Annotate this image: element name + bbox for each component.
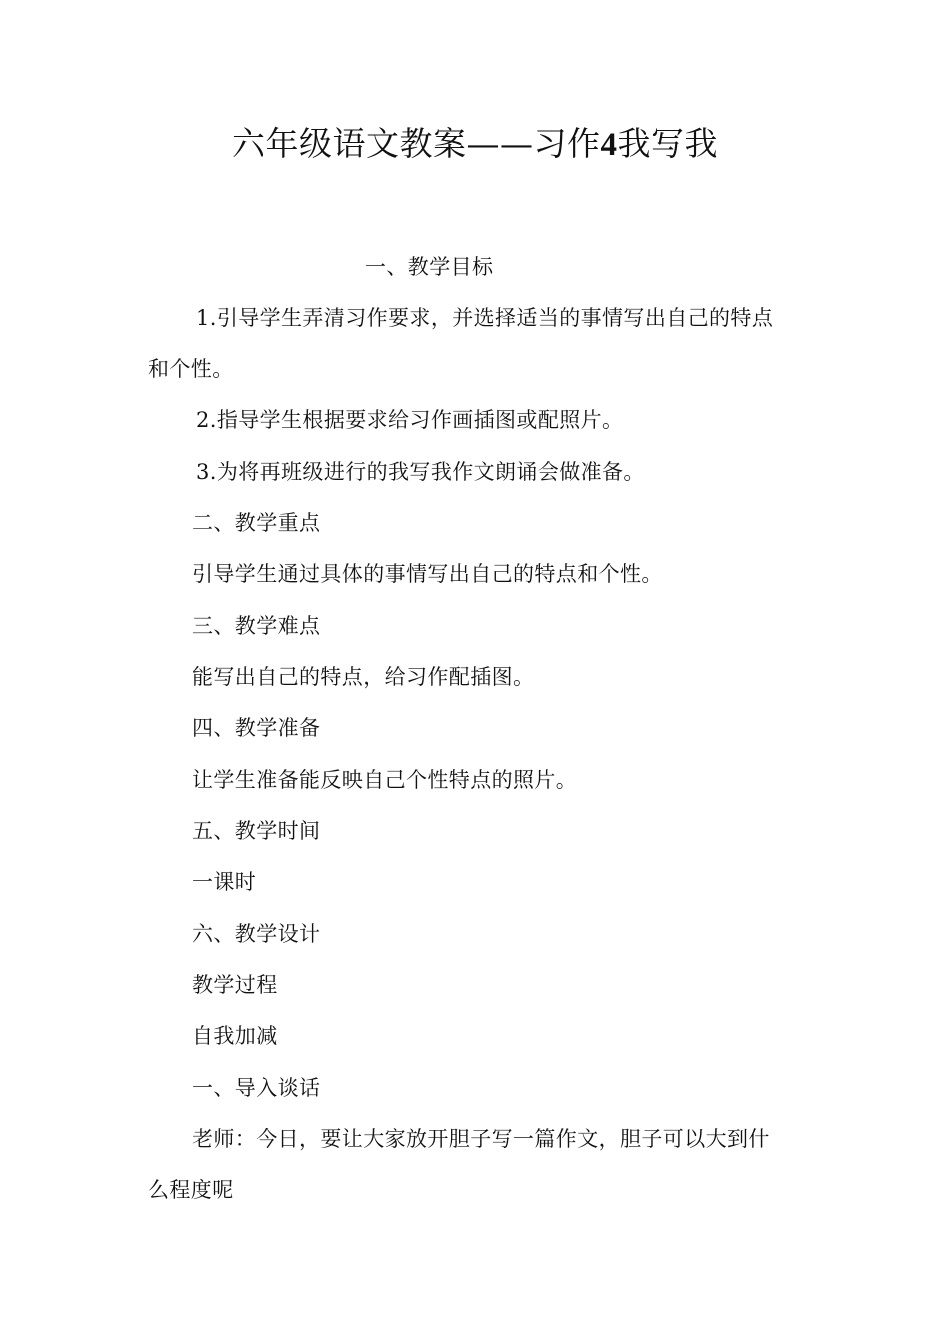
paragraph-line: 自我加减 [192, 1024, 278, 1048]
paragraph-line: 引导学生通过具体的事情写出自己的特点和个性。 [192, 562, 663, 586]
paragraph-line: 让学生准备能反映自己个性特点的照片。 [192, 768, 578, 792]
section-heading-design: 六、教学设计 [192, 922, 321, 946]
paragraph-line: 和个性。 [148, 357, 234, 381]
section-heading-time: 五、教学时间 [192, 819, 321, 843]
paragraph-line: 1.引导学生弄清习作要求，并选择适当的事情写出自己的特点 [196, 306, 774, 330]
paragraph-line: 能写出自己的特点，给习作配插图。 [192, 665, 535, 689]
paragraph-line: 2.指导学生根据要求给习作画插图或配照片。 [196, 408, 624, 432]
section-heading-preparation: 四、教学准备 [192, 716, 321, 740]
title-number: 4 [600, 127, 618, 163]
paragraph-line: 一课时 [192, 870, 257, 894]
title-suffix: 我写我 [617, 124, 718, 163]
paragraph-line: 3.为将再班级进行的我写我作文朗诵会做准备。 [196, 460, 645, 484]
document-title [0, 122, 950, 167]
section-heading-key-points: 二、教学重点 [192, 511, 321, 535]
paragraph-line: 老师：今日，要让大家放开胆子写一篇作文，胆子可以大到什 [192, 1127, 770, 1151]
paragraph-line: 么程度呢 [148, 1178, 234, 1202]
section-heading-objectives: 一、教学目标 [365, 255, 494, 279]
section-heading-difficulties: 三、教学难点 [192, 614, 321, 638]
title-prefix: 六年级语文教案——习作 [232, 124, 601, 163]
paragraph-line: 教学过程 [192, 973, 278, 997]
section-heading-intro: 一、导入谈话 [192, 1076, 321, 1100]
